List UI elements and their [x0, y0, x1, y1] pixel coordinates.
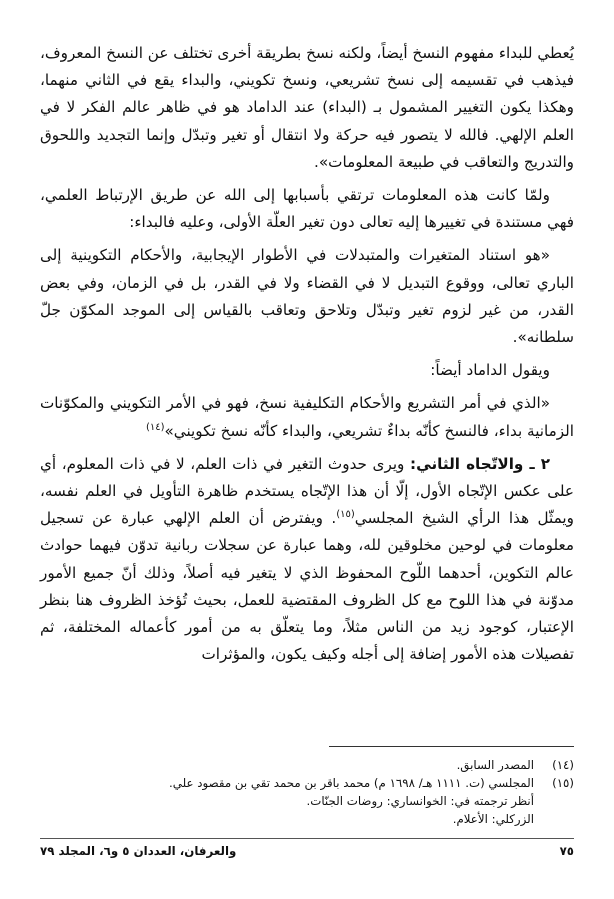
footnote-ref-15: (١٥) — [336, 509, 355, 521]
paragraph-4-part-a: ويرى حدوث التغير في ذات العلم، لا في ذات المعلوم، أي على عكس الإتّجاه الأول، إلّا أن هذا الإتّجاه يستخدم ظاهرة التأويل في العلم نفسه، ويمثّل هذا الرأي الشيخ المجلسي — [40, 454, 574, 528]
footnote-15 — [40, 774, 574, 792]
footnote-number: (١٤) — [552, 758, 574, 772]
paragraph-4-part-b: . ويفترض أن العلم الإلهي عبارة عن تسجيل معلومات في لوحين مخلوقين لله، وهما عبارة عن سجلات ربانية تدوّن فيهما حوادث عالم التكوين، أحدهما اللّوح المحفوظ الذي لا يتغير فيه أصلاً، وذلك أنّ جميع الأمور مدوّنة في هذا اللوح مع كل الظروف المقتضية للعمل، بحيث تُؤخذ الظروف هنا بنظر الإعتبار، كوجود زيد من الناس مثلاً، وما يتعلّق به من أمور كأعماله المختلفة، ثم تفصيلات هذه الأمور إضافة إلى أجله وكيف يكون، والمؤثرات — [40, 509, 574, 664]
footnote-ref-14: (١٤) — [145, 421, 165, 433]
footer-divider — [40, 838, 574, 839]
footnotes-divider — [329, 746, 574, 747]
footnote-14 — [40, 756, 574, 774]
paragraph-2: ولمّا كانت هذه المعلومات ترتقي بأسبابها إلى الله عن طريق الإرتباط العلمي، فهي مستندة في تغييرها إليه تعالى دون تغير العلّة الأولى، وعليه فالبداء: — [40, 186, 574, 232]
footnote-text: المصدر السابق. — [456, 758, 534, 772]
footnote-number: (١٥) — [552, 776, 574, 790]
paragraph-3: ويقول الداماد أيضاً: — [430, 361, 550, 380]
main-text — [40, 40, 574, 668]
footnotes — [40, 756, 574, 828]
footnote-text: المجلسي (ت. ١١١١ هـ/ ١٦٩٨ م) محمد باقر بن محمد تقي بن مقصود علي. — [169, 776, 534, 790]
paragraph-1: يُعطي للبداء مفهوم النسخ أيضاً، ولكنه نسخ بطريقة أخرى تختلف عن النسخ المعروف، فيذهب في تقسيمه إلى نسخ تشريعي، ونسخ تكويني، والبداء يقع في الثاني منهما، وهكذا يكون التغيير المشمول بـ (البداء) عند الداماد هو في ظاهر عالم الفكر لا في العلم الإلهي. فالله لا يتصور فيه حركة ولا انتقال أو تغير وتبدّل وإنما التجديد واللحوق والتدريج والتعاقب في طبيعة المعلومات». — [40, 44, 574, 171]
footnote-15-reference: الزركلي: الأعلام. — [452, 812, 534, 826]
section-heading-second-approach: ٢ ـ والاتّجاه الثاني: — [410, 454, 551, 473]
document-page — [40, 40, 574, 859]
quote-2-text: «الذي في أمر التشريع والأحكام التكليفية نسخ، فهو في الأمر التكويني والمكوّنات الزمانية بداء، فالنسخ كأنّه بداءٌ تشريعي، والبداء كأنّه نسخ تكويني» — [40, 394, 574, 440]
quote-2 — [40, 390, 574, 444]
footnote-15-reference: أنظر ترجمته في: الخوانساري: روضات الجنّات. — [306, 794, 534, 808]
page-number: ٧٥ — [559, 844, 574, 858]
journal-citation: والعرفان، العددان ٥ و٦، المجلد ٧٩ — [40, 844, 237, 858]
page-footer — [40, 840, 574, 862]
quote-1: «هو استناد المتغيرات والمتبدلات في الأطوار الإيجابية، والأحكام التكوينية إلى الباري تعالى، ووقوع التبديل لا في القضاء ولا في القدر، بل في الزمان، وفي بعض القدر، من غير لزوم تغير وتبدّل وتلاحق وتعاقب بالقياس إلى الموجد المكوّن جلّ سلطانه». — [40, 246, 574, 347]
paragraph-4 — [40, 451, 574, 669]
